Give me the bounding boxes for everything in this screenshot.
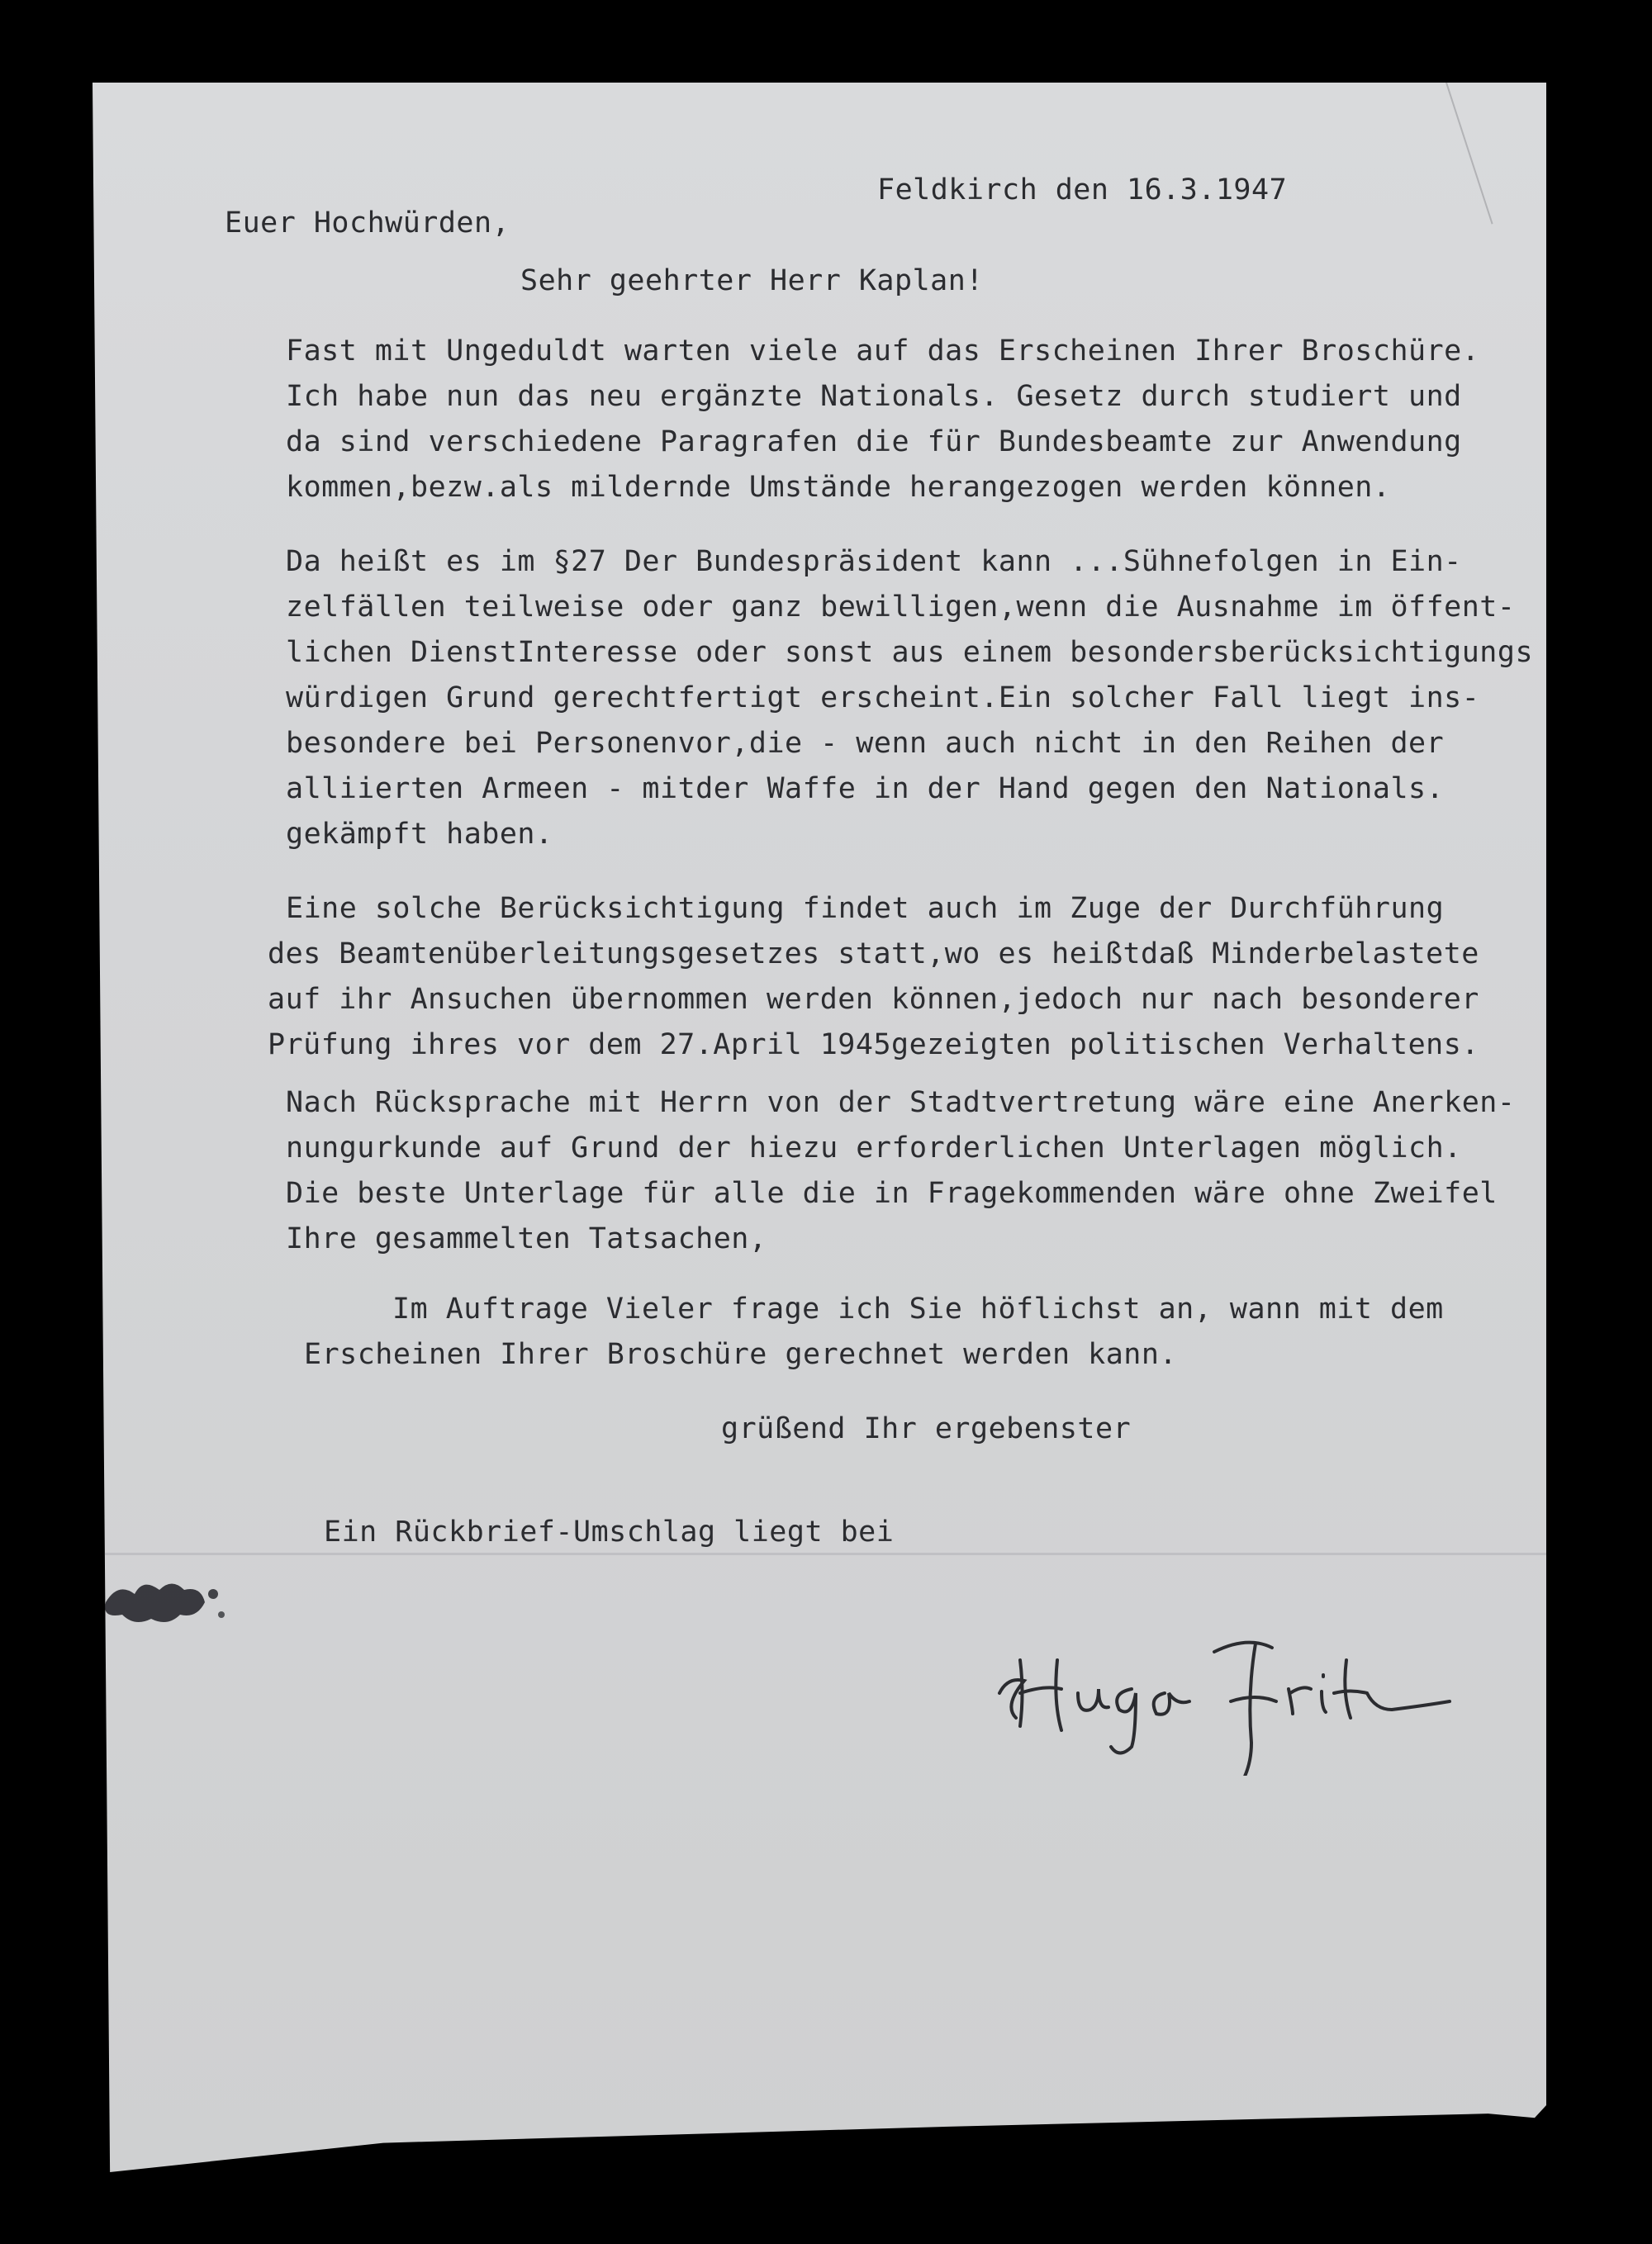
paragraph-3-line: des Beamtenüberleitungsgesetzes statt,wo es heißtdaß Minderbelastete [268,937,1479,970]
paragraph-4-line: Nach Rücksprache mit Herrn von der Stadtvertretung wäre eine Anerken- [286,1086,1516,1119]
place-date: Feldkirch den 16.3.1947 [877,173,1288,206]
paragraph-1-line: da sind verschiedene Paragrafen die für Bundesbeamte zur Anwendung [286,425,1462,458]
paragraph-2-line: Da heißt es im §27 Der Bundespräsident kann ...Sühnefolgen in Ein- [286,545,1462,578]
ink-stain [97,1569,230,1644]
paragraph-3-line: Eine solche Berücksichtigung findet auch im Zuge der Durchführung [286,892,1445,925]
fold-crease [93,1553,1546,1555]
paragraph-4-line: nungurkunde auf Grund der hiezu erforderlichen Unterlagen möglich. [286,1131,1462,1165]
address-line: Euer Hochwürden, [225,206,510,240]
paragraph-3-line: auf ihr Ansuchen übernommen werden können,jedoch nur nach besonderer [268,983,1479,1016]
paragraph-4-line: Ihre gesammelten Tatsachen, [286,1222,767,1255]
salutation: Sehr geehrter Herr Kaplan! [520,264,984,297]
paragraph-1-line: kommen,bezw.als mildernde Umstände herangezogen werden können. [286,471,1391,504]
paragraph-2-line: alliierten Armeen - mitder Waffe in der Hand gegen den Nationals. [286,772,1445,805]
paragraph-2-line: würdigen Grund gerechtfertigt erscheint.Ein solcher Fall liegt ins- [286,681,1480,714]
paragraph-1-line: Fast mit Ungeduldt warten viele auf das Erscheinen Ihrer Broschüre. [286,334,1480,368]
postscript: Ein Rückbrief-Umschlag liegt bei [324,1516,895,1549]
paragraph-3-line: Prüfung ihres vor dem 27.April 1945gezeigten politischen Verhaltens. [268,1028,1479,1061]
paragraph-2-line: zelfällen teilweise oder ganz bewilligen,wenn die Ausnahme im öffent- [286,591,1516,624]
paragraph-2-line: lichen DienstInteresse oder sonst aus einem besondersberücksichtigungs [286,636,1534,669]
closing: grüßend Ihr ergebenster [721,1412,1132,1445]
paragraph-2-line: gekämpft haben. [286,818,553,851]
paragraph-4-line: Die beste Unterlage für alle die in Fragekommenden wäre ohne Zweifel [286,1177,1498,1210]
paper-tear [1446,83,1493,225]
paragraph-5-line: Im Auftrage Vieler frage ich Sie höflichst an, wann mit dem [392,1293,1444,1326]
paragraph-5-line: Erscheinen Ihrer Broschüre gerechnet werden kann. [304,1338,1178,1371]
handwritten-signature [983,1611,1495,1776]
paragraph-1-line: Ich habe nun das neu ergänzte Nationals. Gesetz durch studiert und [286,380,1462,413]
paragraph-2-line: besondere bei Personenvor,die - wenn auch nicht in den Reihen der [286,727,1445,760]
